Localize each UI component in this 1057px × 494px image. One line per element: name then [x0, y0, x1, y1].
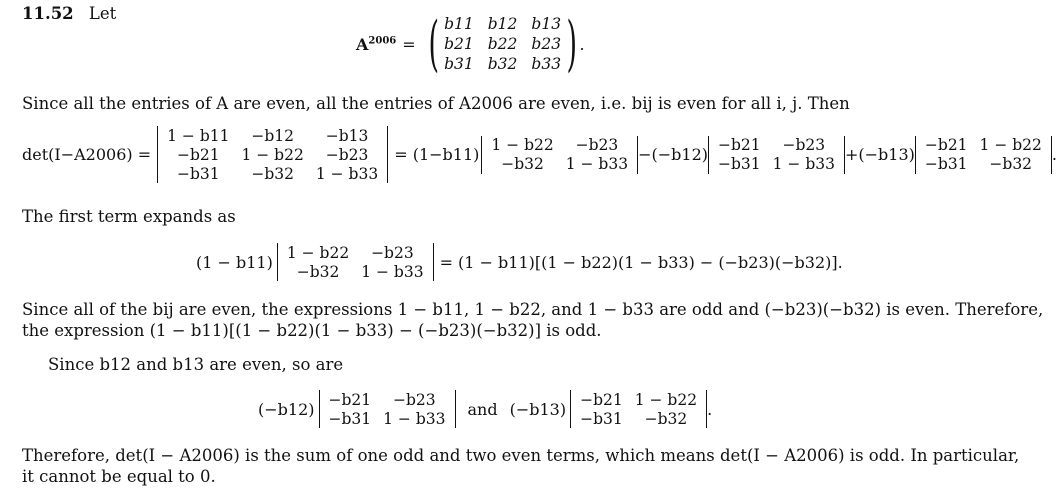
matrix-cell: b31 — [444, 55, 474, 73]
minor-1 — [481, 136, 638, 174]
problem-number: 11.52 — [22, 4, 74, 23]
minor6-cell: −b32 — [644, 409, 688, 428]
matrix-definition: $A^{2006}$ = ( b11 b12 b13 b21 b22 b23 b31 b32 b33 ) . — [356, 9, 585, 79]
expand-minor — [277, 243, 434, 281]
matrix-cell: b33 — [531, 55, 562, 73]
paragraph-2: The first term expands as — [22, 207, 236, 226]
minor6-cell: −b21 — [580, 390, 623, 409]
minor3-cell: 1 − b22 — [979, 136, 1042, 154]
minor5-cell: 1 − b33 — [383, 409, 446, 428]
matrix-cell: b23 — [531, 35, 562, 53]
big-det-cell: 1 − b11 — [167, 126, 230, 145]
minor-2 — [708, 136, 845, 174]
minor1-cell: 1 − b22 — [491, 136, 554, 154]
big-det-cell: −b32 — [251, 164, 294, 183]
minor3-cell: −b31 — [924, 155, 968, 173]
minor2-cell: 1 − b33 — [772, 155, 835, 173]
minor2-cell: −b23 — [782, 136, 826, 154]
big-det-cell: 1 − b33 — [315, 164, 379, 183]
det-lhs: det(I−A2006) = — [22, 145, 152, 164]
determinant-equation: det(I−A2006) = 1 − b11 −b12 −b13 −b21 1 − b22 −b23 −b31 −b32 1 − b33 = (1−b11) 1 − b22 −b23 −b32 1 − b33 −(−b12) −b21 −b23 −b31 1 − b33 +(−b13) −b21 1 − b22 −b31 −b32 . — [22, 126, 1057, 183]
paragraph-5a: Therefore, det(I − A2006) is the sum of one odd and two even terms, which means det(I − A2006) is odd. In particular, — [22, 446, 1020, 465]
matrix-cell: b21 — [444, 35, 474, 53]
coef-3: +(−b13) — [845, 145, 915, 164]
pair-coef-2: (−b13) — [509, 399, 567, 419]
minor6-cell: 1 − b22 — [634, 390, 698, 409]
big-determinant — [157, 126, 388, 183]
minor4-cell: −b32 — [296, 262, 340, 281]
paragraph-5b: it cannot be equal to 0. — [22, 467, 216, 486]
minor4-cell: 1 − b33 — [361, 262, 424, 281]
minor3-cell: −b32 — [989, 155, 1033, 173]
minor5-cell: −b31 — [328, 409, 372, 428]
minor1-cell: −b23 — [575, 136, 619, 154]
pair-minor-1 — [319, 390, 456, 428]
big-det-cell: −b13 — [325, 126, 369, 145]
minor4-cell: 1 − b22 — [286, 243, 350, 262]
matrix-cell: b32 — [487, 55, 518, 73]
big-det-cell: −b31 — [176, 164, 220, 183]
minor2-cell: −b21 — [718, 136, 761, 154]
problem-header — [22, 4, 116, 24]
paragraph-3b: the expression (1 − b11)[(1 − b22)(1 − b33) − (−b23)(−b32)] is odd. — [22, 321, 602, 340]
big-det-cell: 1 − b22 — [241, 145, 304, 164]
minor6-cell: −b31 — [580, 409, 623, 428]
coef-1: = (1−b11) — [394, 145, 480, 164]
matrix-cell: b11 — [444, 15, 474, 33]
matrix-lhs: $A^{2006}$ — [356, 34, 397, 54]
minor1-cell: 1 − b33 — [565, 155, 629, 173]
minor5-cell: −b23 — [393, 390, 436, 409]
matrix-cell: b22 — [487, 35, 518, 53]
minor-3 — [915, 136, 1052, 174]
minor5-cell: −b21 — [328, 390, 372, 409]
pair-minor-2 — [570, 390, 707, 428]
big-det-cell: −b21 — [176, 145, 220, 164]
expansion-equation — [196, 243, 843, 281]
problem-intro: Let — [88, 4, 117, 23]
matrix-cell: b12 — [487, 15, 518, 33]
minor1-cell: −b32 — [501, 155, 544, 173]
minor3-cell: −b21 — [924, 136, 968, 154]
paragraph-4: Since b12 and b13 are even, so are — [48, 355, 344, 374]
coef-2: −(−b12) — [638, 145, 708, 164]
big-det-cell: −b12 — [251, 126, 294, 145]
pair-equation: (−b12) −b21 −b23 −b31 1 − b33 and (−b13) −b21 1 − b22 −b31 −b32 . — [258, 390, 713, 428]
paragraph-3a: Since all of the bij are even, the expressions 1 − b11, 1 − b22, and 1 − b33 are odd and (−b23)(−b32) is even. Therefore, — [22, 300, 1044, 319]
pair-and: and — [467, 399, 498, 419]
pair-coef-1: (−b12) — [258, 399, 315, 419]
matrix-b — [437, 14, 568, 74]
expand-coef: (1 − b11) — [196, 252, 273, 272]
big-det-cell: −b23 — [325, 145, 369, 164]
paragraph-1: Since all the entries of A are even, all the entries of A2006 are even, i.e. bij is even for all i, j. Then — [22, 94, 850, 113]
minor2-cell: −b31 — [718, 155, 761, 173]
matrix-cell: b13 — [531, 15, 562, 33]
expand-rhs: = (1 − b11)[(1 − b22)(1 − b33) − (−b23)(−b32)]. — [439, 252, 843, 272]
minor4-cell: −b23 — [371, 243, 414, 262]
